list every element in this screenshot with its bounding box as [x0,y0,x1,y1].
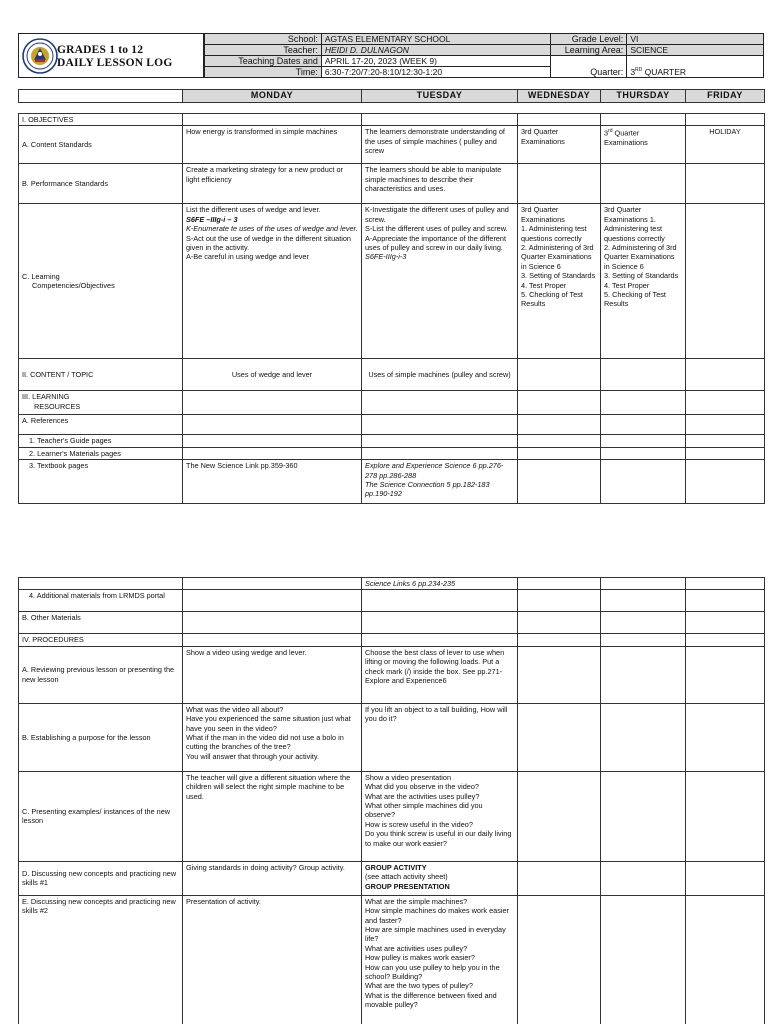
quarter-superscript: RD [635,67,643,74]
grade-level-label: Grade Level: [551,34,627,45]
cell [518,646,601,703]
discussion-question: What is the difference between fixed and movable pulley? [365,990,497,1010]
objectives-heading: I. OBJECTIVES [19,114,183,126]
cell [686,646,765,703]
cell [686,114,765,126]
cell [183,415,362,435]
learning-resources-line-1: III. LEARNING [22,392,70,402]
cell [183,447,362,459]
establishing-purpose-tuesday: If you lift an object to a tall building, How will you do it? [362,703,518,771]
example-question: What other simple machines did you observe? [365,801,483,820]
cell [686,634,765,646]
example-question: How is screw useful in the video? [365,819,473,829]
cell [601,435,686,447]
cell [518,359,601,391]
cell [362,114,518,126]
cell [601,578,686,590]
cell [601,895,686,1024]
discussion-question: What are the two types of pulley? [365,981,473,991]
lesson-log-table-part2 [18,577,765,1024]
cell [362,435,518,447]
cell [362,391,518,415]
cell [518,164,601,204]
cell [518,861,601,895]
cell [362,590,518,612]
cell [686,895,765,1024]
brand-line-1: GRADES 1 to 12 [57,44,144,56]
cell [686,703,765,771]
discussing-concepts-2-tuesday [362,895,518,1024]
cell [686,460,765,504]
cell [686,590,765,612]
cell [601,612,686,634]
cell [518,391,601,415]
day-header-tuesday: TUESDAY [362,90,518,103]
other-materials-label: B. Other Materials [19,612,183,634]
cell [601,391,686,415]
exam-step: Examinations 1. Administering test questions correctly [604,214,665,243]
cell [601,771,686,861]
cell [686,435,765,447]
exam-step: 5. Checking of Test Results [521,290,583,309]
example-question: What did you observe in the video? [365,782,479,792]
cell [183,114,362,126]
cell [686,415,765,435]
cell [518,447,601,459]
quarter-number: 3 [630,67,636,77]
cell [686,391,765,415]
cell [19,578,183,590]
content-standards-wednesday: 3rd Quarter Examinations [518,126,601,164]
competency-code: S6FE –IIIg-i – 3 [186,214,238,224]
reviewing-lesson-tuesday: Choose the best class of lever to use when lifting or moving the following loads. Put a check mark (/) inside the box. See pp.271-Explore and Experience6 [362,646,518,703]
purpose-question: Have you experienced the same situation just what have you seen in the video? [186,714,351,733]
discussion-question: What are activities uses pulley? [365,943,468,953]
exam-step: 3rd Quarter [521,205,559,215]
discussion-question: How can you use pulley to help you in the school? Building? [365,962,500,982]
textbook-pages-tuesday [362,460,518,504]
competency-line: List the different uses of wedge and lever. [186,205,321,215]
competencies-label-line-2: Competencies/Objectives [32,281,115,291]
cell [518,612,601,634]
discussing-concepts-1-tuesday [362,861,518,895]
group-presentation-heading: GROUP PRESENTATION [365,881,450,891]
discussion-question: How simple machines do makes work easier and faster? [365,906,509,925]
content-standards-thursday [601,126,686,164]
cell [518,703,601,771]
cell [601,646,686,703]
discussing-concepts-1-label: D. Discussing new concepts and practicing new skills #1 [19,861,183,895]
time-label: Time: [205,67,322,78]
example-question: Do you think screw is useful in our daily living to make our work easier? [365,829,512,848]
exam-step: 1. Administering test questions correctly [521,224,587,243]
cell [518,460,601,504]
brand-box [18,33,204,78]
establishing-purpose-monday [183,703,362,771]
lesson-log-table-part1 [18,113,765,504]
exam-step: 2. Administering of 3rd Quarter Examinations in Science 6 [604,243,677,271]
example-question: What are the activities uses pulley? [365,791,480,801]
exam-step: 3. Setting of Standards [604,271,679,281]
content-standards-tuesday: The learners demonstrate understanding of the uses of simple machines ( pulley and screw [362,126,518,164]
content-standards-label: A. Content Standards [19,126,183,164]
presenting-examples-label: C. Presenting examples/ instances of the new lesson [19,771,183,861]
time-value: 6:30-7:20/7:20-8:10/12:30-1:20 [321,67,551,78]
presenting-examples-tuesday [362,771,518,861]
quarter-value [627,56,764,78]
purpose-question: You will answer that through your activity. [186,751,320,761]
cell [183,590,362,612]
competencies-thursday [601,204,686,359]
cell [518,634,601,646]
activity-sheet-note: (see attach activity sheet) [365,872,448,882]
textbook-reference: The Science Connection 5 pp.182-183 pp.190-192 [365,480,490,499]
competency-line: K-Enumerate te uses of the uses of wedge and lever. [186,224,358,234]
learning-area-label: Learning Area: [551,45,627,56]
brand-title [57,44,172,70]
discussing-concepts-2-monday: Presentation of activity. [183,895,362,1024]
competencies-label [19,204,183,359]
cell [183,435,362,447]
learning-area-value: SCIENCE [627,45,764,56]
performance-standards-monday: Create a marketing strategy for a new product or light efficiency [183,164,362,204]
discussing-concepts-2-label: E. Discussing new concepts and practicing new skills #2 [19,895,183,1024]
teaching-dates-value: APRIL 17-20, 2023 (WEEK 9) [321,56,551,67]
cell [601,590,686,612]
competency-tuesday-code: S6FE-IIIg-i-3 [365,252,407,262]
exam-step: 3rd Quarter [604,205,642,215]
day-header-friday: FRIDAY [686,90,765,103]
quarter-word: QUARTER [642,67,687,77]
thursday-quarter-rest: Quarter Examinations [604,128,648,148]
exam-step: 3. Setting of Standards [521,271,596,281]
school-info-table [204,33,764,78]
day-header-blank [19,90,183,103]
competencies-label-line-1: C. Learning [22,272,60,281]
cell [686,771,765,861]
cell [601,359,686,391]
cell [183,634,362,646]
competency-tuesday-text: K-Investigate the different uses of pulley and screw. S-List the different uses of pulley and screw. A-Appreciate the importance of the different uses of pulley and screw in our daily living. [365,205,509,253]
school-label: School: [205,34,322,45]
cell [183,578,362,590]
brand-line-2: DAILY LESSON LOG [57,57,173,69]
teachers-guide-label: 1. Teacher's Guide pages [19,435,183,447]
cell [601,164,686,204]
content-topic-tuesday: Uses of simple machines (pulley and screw) [362,359,518,391]
thursday-quarter-superscript: rd [608,128,613,135]
example-question: Show a video presentation [365,772,451,782]
cell [362,447,518,459]
discussion-question: What are the simple machines? [365,896,468,906]
textbook-pages-label: 3. Textbook pages [19,460,183,504]
cell [686,861,765,895]
cell [686,359,765,391]
discussion-question: How pulley is makes work easier? [365,953,475,963]
cell [518,114,601,126]
cell [686,578,765,590]
cell [518,435,601,447]
teacher-label: Teacher: [205,45,322,56]
exam-step: 2. Administering of 3rd Quarter Examinations in Science 6 [521,243,594,271]
cell [686,447,765,459]
day-header-thursday: THURSDAY [601,90,686,103]
reviewing-lesson-label: A. Reviewing previous lesson or presenting the new lesson [19,646,183,703]
competencies-monday [183,204,362,359]
learning-resources-line-2: RESOURCES [34,401,81,411]
quarter-label: Quarter: [551,56,627,78]
discussion-question: How are simple machines used in everyday life? [365,925,506,944]
cell [601,861,686,895]
cell [518,578,601,590]
cell [518,415,601,435]
cell [601,447,686,459]
reviewing-lesson-monday: Show a video using wedge and lever. [183,646,362,703]
deped-seal-icon [22,38,58,74]
group-activity-heading: GROUP ACTIVITY [365,862,427,872]
purpose-question: What was the video all about? [186,704,284,714]
content-topic-monday: Uses of wedge and lever [183,359,362,391]
cell [518,895,601,1024]
textbook-pages-monday: The New Science Link pp.359-360 [183,460,362,504]
cell [601,415,686,435]
exam-step: 4. Test Proper [604,280,650,290]
cell [601,703,686,771]
content-standards-friday: HOLIDAY [686,126,765,164]
competency-line: S-Act out the use of wedge in the different situation given in the activity. [186,233,351,253]
establishing-purpose-label: B. Establishing a purpose for the lesson [19,703,183,771]
thursday-quarter-number: 3 [604,128,609,138]
cell [518,771,601,861]
presenting-examples-monday: The teacher will give a different situation where the children will select the right simple machine to be used. [183,771,362,861]
cell [686,164,765,204]
cell [686,612,765,634]
day-header-monday: MONDAY [183,90,362,103]
cell [518,590,601,612]
day-header-wednesday: WEDNESDAY [518,90,601,103]
learning-resources-heading [19,391,183,415]
cell [601,114,686,126]
learners-materials-label: 2. Learner's Materials pages [19,447,183,459]
day-header-table [18,89,765,103]
cell [362,612,518,634]
exam-step: 4. Test Proper [521,280,567,290]
procedures-heading: IV. PROCEDURES [19,634,183,646]
textbook-reference: Explore and Experience Science 6 pp.276-278 pp.286-288 [365,461,504,480]
competencies-wednesday [518,204,601,359]
cell [183,391,362,415]
cell [601,460,686,504]
content-standards-monday: How energy is transformed in simple machines [183,126,362,164]
cell [362,634,518,646]
purpose-question: What if the man in the video did not use a bolo in cutting the branches of the tree? [186,733,344,752]
teacher-value: HEIDI D. DULNAGON [321,45,551,56]
cell [362,415,518,435]
references-label: A. References [19,415,183,435]
content-topic-label: II. CONTENT / TOPIC [19,359,183,391]
textbook-pages-tuesday-continued: Science Links 6 pp.234-235 [362,578,518,590]
cell [601,634,686,646]
performance-standards-label: B. Performance Standards [19,164,183,204]
competencies-tuesday [362,204,518,359]
lesson-log-header [18,33,764,78]
teaching-dates-label: Teaching Dates and [205,56,322,67]
competency-line: A-Be careful in using wedge and lever [186,252,309,262]
cell [686,204,765,359]
discussing-concepts-1-monday: Giving standards in doing activity? Group activity. [183,861,362,895]
school-value: AGTAS ELEMENTARY SCHOOL [321,34,551,45]
grade-level-value: VI [627,34,764,45]
additional-materials-label: 4. Additional materials from LRMDS portal [19,590,183,612]
exam-step: Examinations [521,214,565,224]
performance-standards-tuesday: The learners should be able to manipulate simple machines to describe their characteristics and uses. [362,164,518,204]
cell [183,612,362,634]
exam-step: 5. Checking of Test Results [604,290,666,309]
